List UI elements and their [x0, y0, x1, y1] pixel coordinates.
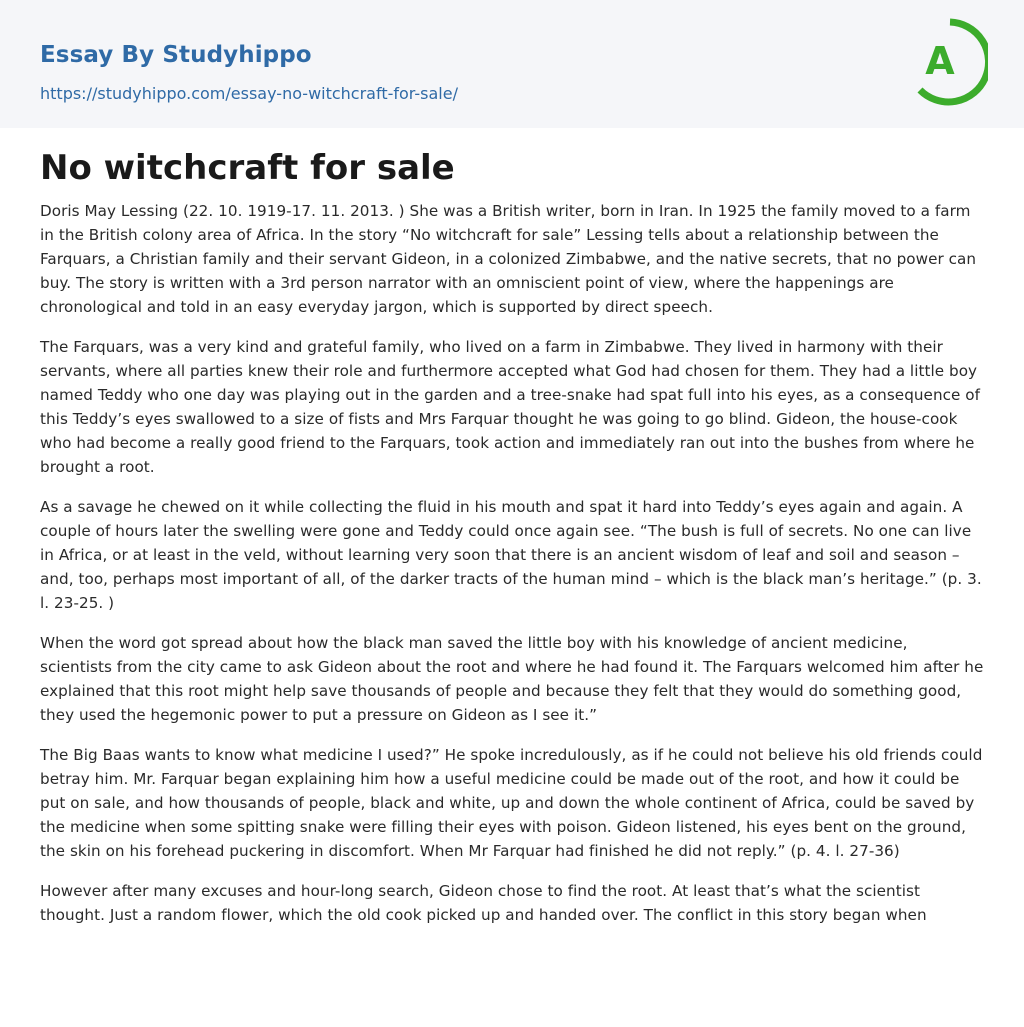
article-paragraph: As a savage he chewed on it while collecting the fluid in his mouth and spat it hard into Teddy’s eyes again and again. A couple of hours later the swelling were gone and Teddy could once again see. “The bush is full of secrets. No one can live in Africa, or at least in the veld, without learning very soon that there is an ancient wisdom of leaf and soil and season – and, too, perhaps most important of all, of the darker tracts of the human mind – which is the black man’s heritage.” (p. 3. l. 23-25. ) — [40, 498, 982, 612]
article — [40, 146, 984, 943]
article-paragraph: The Farquars, was a very kind and grateful family, who lived on a farm in Zimbabwe. They lived in harmony with their servants, where all parties knew their role and furthermore accepted what God had chosen for them. They had a little boy named Teddy who one day was playing out in the garden and a tree-snake had spat full into his eyes, as a consequence of this Teddy’s eyes swallowed to a size of fists and Mrs Farquar thought he was going to go blind. Gideon, the house-cook who had become a really good friend to the Farquars, took action and immediately ran out into the bushes from where he brought a root. — [40, 338, 981, 476]
essay-url-link[interactable]: https://studyhippo.com/essay-no-witchcraft-for-sale/ — [40, 84, 458, 103]
article-paragraph: The Big Baas wants to know what medicine I used?” He spoke incredulously, as if he could not believe his old friends could betray him. Mr. Farquar began explaining him how a useful medicine could be made out of the root, and how it could be put on sale, and how thousands of people, black and white, up and down the whole continent of Africa, could be saved by the medicine when some spitting snake were filling their eyes with poison. Gideon listened, his eyes bent on the ground, the skin on his forehead puckering in discomfort. When Mr Farquar had finished he did not reply.” (p. 4. l. 27-36) — [40, 746, 983, 860]
article-title: No witchcraft for sale — [40, 148, 455, 188]
article-paragraph: Doris May Lessing (22. 10. 1919-17. 11. 2013. ) She was a British writer, born in Iran. In 1925 the family moved to a farm in the British colony area of Africa. In the story “No witchcraft for sale” Lessing tells about a relationship between the Farquars, a Christian family and their servant Gideon, in a colonized Zimbabwe, and the native secrets, that no power can buy. The story is written with a 3rd person narrator with an omniscient point of view, where the happenings are chronological and told in an easy everyday jargon, which is supported by direct speech. — [40, 202, 977, 316]
site-brand[interactable]: Essay By Studyhippo — [40, 42, 312, 68]
logo-letter: A — [925, 39, 955, 83]
studyhippo-logo-icon[interactable] — [912, 18, 988, 106]
site-header — [0, 0, 1024, 128]
article-paragraph: However after many excuses and hour-long search, Gideon chose to find the root. At least that’s what the scientist thought. Just a random flower, which the old cook picked up and handed over. The conflict in this story began when — [40, 882, 927, 924]
article-paragraph: When the word got spread about how the black man saved the little boy with his knowledge of ancient medicine, scientists from the city came to ask Gideon about the root and where he had found it. The Farquars welcomed him after he explained that this root might help save thousands of people and because they felt that they would do something good, they used the hegemonic power to put a pressure on Gideon as I see it.” — [40, 634, 984, 724]
